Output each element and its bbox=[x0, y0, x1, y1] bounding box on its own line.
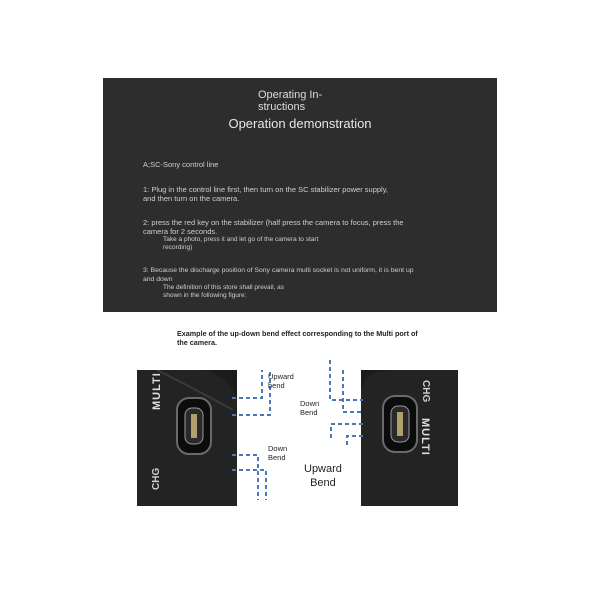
item-2-line-1: 2: press the red key on the stabilizer (half press the camera to focus, press the bbox=[143, 218, 404, 227]
panel-title bbox=[258, 89, 378, 113]
right-upward-label-line-2: Bend bbox=[310, 477, 336, 489]
left-down-line-b bbox=[232, 470, 266, 500]
item-3-line-1: 3: Because the discharge position of Sony camera multi socket is not uniform, it is bent up bbox=[143, 267, 414, 274]
right-down-bend-label bbox=[300, 399, 319, 417]
figure-caption-line-2: the camera. bbox=[177, 338, 217, 347]
item-2-line-2: camera for 2 seconds. bbox=[143, 227, 218, 236]
right-upward-label-line-1: Upward bbox=[304, 463, 342, 475]
item-3-line-2: and down bbox=[143, 276, 173, 283]
figure-caption-line-1: Example of the up-down bend effect corresponding to the Multi port of bbox=[177, 329, 418, 338]
left-chg-text: CHG bbox=[151, 467, 162, 490]
instruction-panel bbox=[103, 78, 497, 312]
right-down-label-line-1: Down bbox=[300, 399, 320, 408]
left-down-bend-label bbox=[268, 444, 287, 462]
left-upward-bend-label bbox=[268, 372, 294, 390]
item-1-line-1: 1: Plug in the control line first, then turn on the SC stabilizer power supply, bbox=[143, 185, 388, 194]
right-down-line-a bbox=[330, 360, 363, 400]
right-down-label-line-2: Bend bbox=[300, 408, 318, 417]
panel-subtitle: Operation demonstration bbox=[228, 116, 372, 131]
item-3-line-4: shown in the following figure: bbox=[163, 292, 247, 299]
right-upward-line-a bbox=[331, 424, 363, 438]
item-2-line-4: recording) bbox=[163, 244, 193, 251]
right-multi-text: MULTI bbox=[419, 418, 431, 456]
left-camera-port-photo bbox=[137, 370, 237, 506]
panel-title-line-2: structions bbox=[258, 101, 306, 113]
left-upward-label-line-1: Upward bbox=[268, 372, 294, 381]
right-down-line-b bbox=[343, 370, 363, 412]
right-upward-bend-label bbox=[304, 462, 342, 490]
left-upward-line-b bbox=[232, 372, 270, 415]
item-a-label: A;SC-Sony control line bbox=[143, 160, 219, 169]
figure-caption bbox=[177, 329, 437, 347]
right-chg-text: CHG bbox=[420, 380, 431, 403]
right-camera-body-graphic bbox=[361, 370, 458, 506]
item-3-line-3: The definition of this store shall prevail, as bbox=[163, 284, 285, 291]
left-upward-label-line-2: bend bbox=[268, 381, 285, 390]
left-down-label-line-2: Bend bbox=[268, 453, 286, 462]
right-camera-port-photo bbox=[361, 370, 458, 506]
left-multi-text: MULTI bbox=[151, 372, 163, 410]
panel-title-line-1: Operating In- bbox=[258, 89, 323, 101]
left-down-label-line-1: Down bbox=[268, 444, 288, 453]
item-2-line-3: Take a photo, press it and let go of the camera to start bbox=[163, 236, 319, 243]
item-1-line-2: and then turn on the camera. bbox=[143, 194, 240, 203]
